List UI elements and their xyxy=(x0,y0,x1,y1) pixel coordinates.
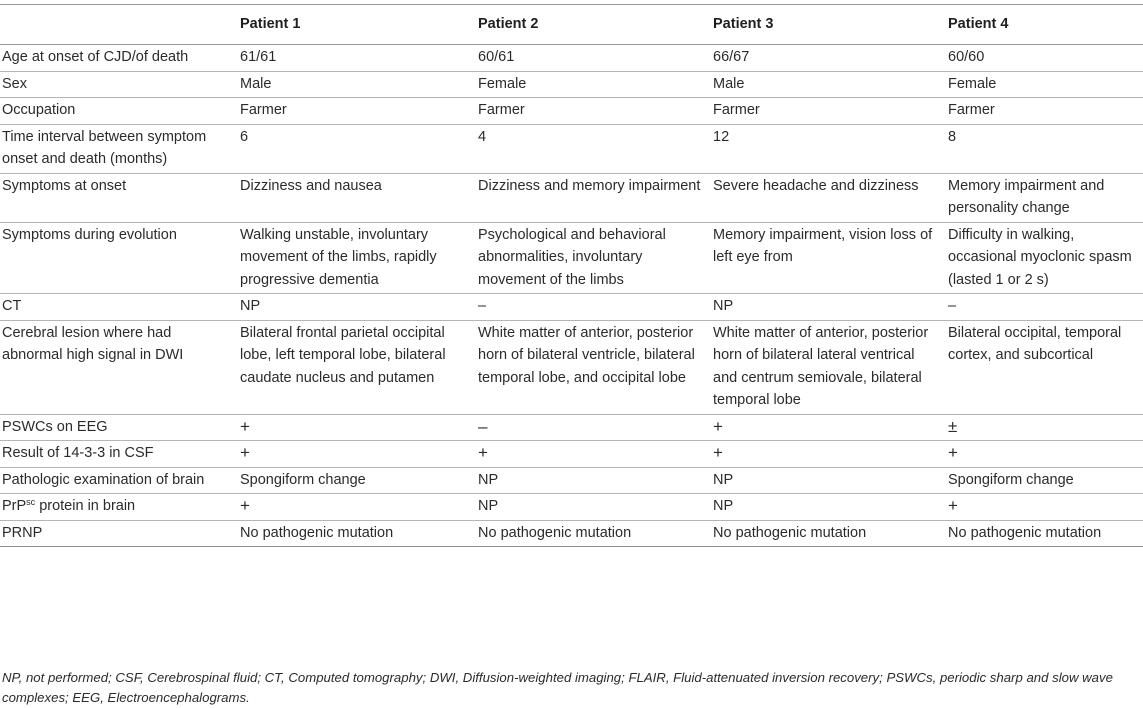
table-cell: White matter of anterior, posterior horn of bilateral ventricle, bilateral temporal lobe, and occipital lobe xyxy=(476,320,711,414)
table-cell: 6 xyxy=(238,124,476,173)
table-cell: NP xyxy=(476,467,711,494)
table-cell: Walking unstable, involuntary movement of the limbs, rapidly progressive dementia xyxy=(238,222,476,294)
table-cell: Memory impairment and personality change xyxy=(946,173,1143,222)
table-cell: Male xyxy=(711,71,946,98)
row-label-symptoms-evolution: Symptoms during evolution xyxy=(0,222,238,294)
row-label-sex: Sex xyxy=(0,71,238,98)
table-cell: + xyxy=(711,441,946,468)
table-cell: No pathogenic mutation xyxy=(476,520,711,547)
table-cell: ± xyxy=(946,414,1143,441)
table-cell: Female xyxy=(476,71,711,98)
table-cell: Female xyxy=(946,71,1143,98)
table-cell: Farmer xyxy=(711,98,946,125)
table-row xyxy=(0,45,1143,72)
table-cell: Dizziness and memory impairment xyxy=(476,173,711,222)
row-label-prnp: PRNP xyxy=(0,520,238,547)
table-cell: NP xyxy=(476,494,711,521)
clinical-features-table xyxy=(0,4,1143,547)
table-cell: + xyxy=(476,441,711,468)
table-cell: Farmer xyxy=(476,98,711,125)
table-cell: Male xyxy=(238,71,476,98)
table-cell: 4 xyxy=(476,124,711,173)
table-cell: Psychological and behavioral abnormalities, involuntary movement of the limbs xyxy=(476,222,711,294)
table-cell: No pathogenic mutation xyxy=(238,520,476,547)
table-cell: White matter of anterior, posterior horn of bilateral lateral ventrical and centrum semiovale, bilateral temporal lobe xyxy=(711,320,946,414)
prp-text: PrP xyxy=(2,498,27,514)
table-cell: Farmer xyxy=(946,98,1143,125)
table-cell: Difficulty in walking, occasional myoclonic spasm (lasted 1 or 2 s) xyxy=(946,222,1143,294)
table-cell: NP xyxy=(238,294,476,321)
table-cell: + xyxy=(238,414,476,441)
table-cell: – xyxy=(476,414,711,441)
table-cell: 66/67 xyxy=(711,45,946,72)
table-cell: 12 xyxy=(711,124,946,173)
row-label-dwi-lesion: Cerebral lesion where had abnormal high signal in DWI xyxy=(0,320,238,414)
row-label-pathologic-exam: Pathologic examination of brain xyxy=(0,467,238,494)
table-row xyxy=(0,320,1143,414)
row-label-time-interval: Time interval between symptom onset and death (months) xyxy=(0,124,238,173)
table-cell: – xyxy=(946,294,1143,321)
table-body xyxy=(0,45,1143,547)
table-row xyxy=(0,294,1143,321)
table-row xyxy=(0,124,1143,173)
protein-in-brain-text: protein in brain xyxy=(35,498,136,514)
sc-superscript: sc xyxy=(26,497,36,507)
table-row xyxy=(0,173,1143,222)
table-cell: + xyxy=(711,414,946,441)
table-cell: NP xyxy=(711,294,946,321)
table-cell: 8 xyxy=(946,124,1143,173)
row-label-pswcs-eeg: PSWCs on EEG xyxy=(0,414,238,441)
header-row xyxy=(0,5,1143,45)
table-row xyxy=(0,98,1143,125)
row-label-age: Age at onset of CJD/of death xyxy=(0,45,238,72)
table-cell: + xyxy=(238,441,476,468)
header-blank xyxy=(0,5,238,45)
row-label-ct: CT xyxy=(0,294,238,321)
table-row xyxy=(0,414,1143,441)
table-cell: + xyxy=(238,494,476,521)
header-patient-1: Patient 1 xyxy=(238,5,476,45)
table-header xyxy=(0,5,1143,45)
table-footnote: NP, not performed; CSF, Cerebrospinal fluid; CT, Computed tomography; DWI, Diffusion-weighted imaging; FLAIR, Fluid-attenuated inversion recovery; PSWCs, periodic sharp and slow wave complexes; EEG, Electroencephalograms. xyxy=(2,670,1113,705)
table-cell: Dizziness and nausea xyxy=(238,173,476,222)
row-label-14-3-3: Result of 14-3-3 in CSF xyxy=(0,441,238,468)
table-cell: Memory impairment, vision loss of left eye from xyxy=(711,222,946,294)
table-cell: NP xyxy=(711,467,946,494)
table-cell: Spongiform change xyxy=(946,467,1143,494)
table-cell: Bilateral frontal parietal occipital lobe, left temporal lobe, bilateral caudate nucleus and putamen xyxy=(238,320,476,414)
header-patient-3: Patient 3 xyxy=(711,5,946,45)
table-cell: Bilateral occipital, temporal cortex, and subcortical xyxy=(946,320,1143,414)
table-row xyxy=(0,222,1143,294)
table-cell: 60/60 xyxy=(946,45,1143,72)
header-patient-4: Patient 4 xyxy=(946,5,1143,45)
table-cell: + xyxy=(946,494,1143,521)
table-cell: 60/61 xyxy=(476,45,711,72)
table-cell: Spongiform change xyxy=(238,467,476,494)
table-row xyxy=(0,494,1143,521)
table-cell: + xyxy=(946,441,1143,468)
table-cell: Severe headache and dizziness xyxy=(711,173,946,222)
row-label-symptoms-onset: Symptoms at onset xyxy=(0,173,238,222)
table-row xyxy=(0,441,1143,468)
table-cell: 61/61 xyxy=(238,45,476,72)
table-row xyxy=(0,520,1143,547)
row-label-prpsc xyxy=(0,494,238,521)
table-cell: No pathogenic mutation xyxy=(946,520,1143,547)
table-row xyxy=(0,467,1143,494)
table-cell: No pathogenic mutation xyxy=(711,520,946,547)
table-cell: Farmer xyxy=(238,98,476,125)
table-cell: – xyxy=(476,294,711,321)
row-label-occupation: Occupation xyxy=(0,98,238,125)
table-cell: NP xyxy=(711,494,946,521)
table-row xyxy=(0,71,1143,98)
header-patient-2: Patient 2 xyxy=(476,5,711,45)
